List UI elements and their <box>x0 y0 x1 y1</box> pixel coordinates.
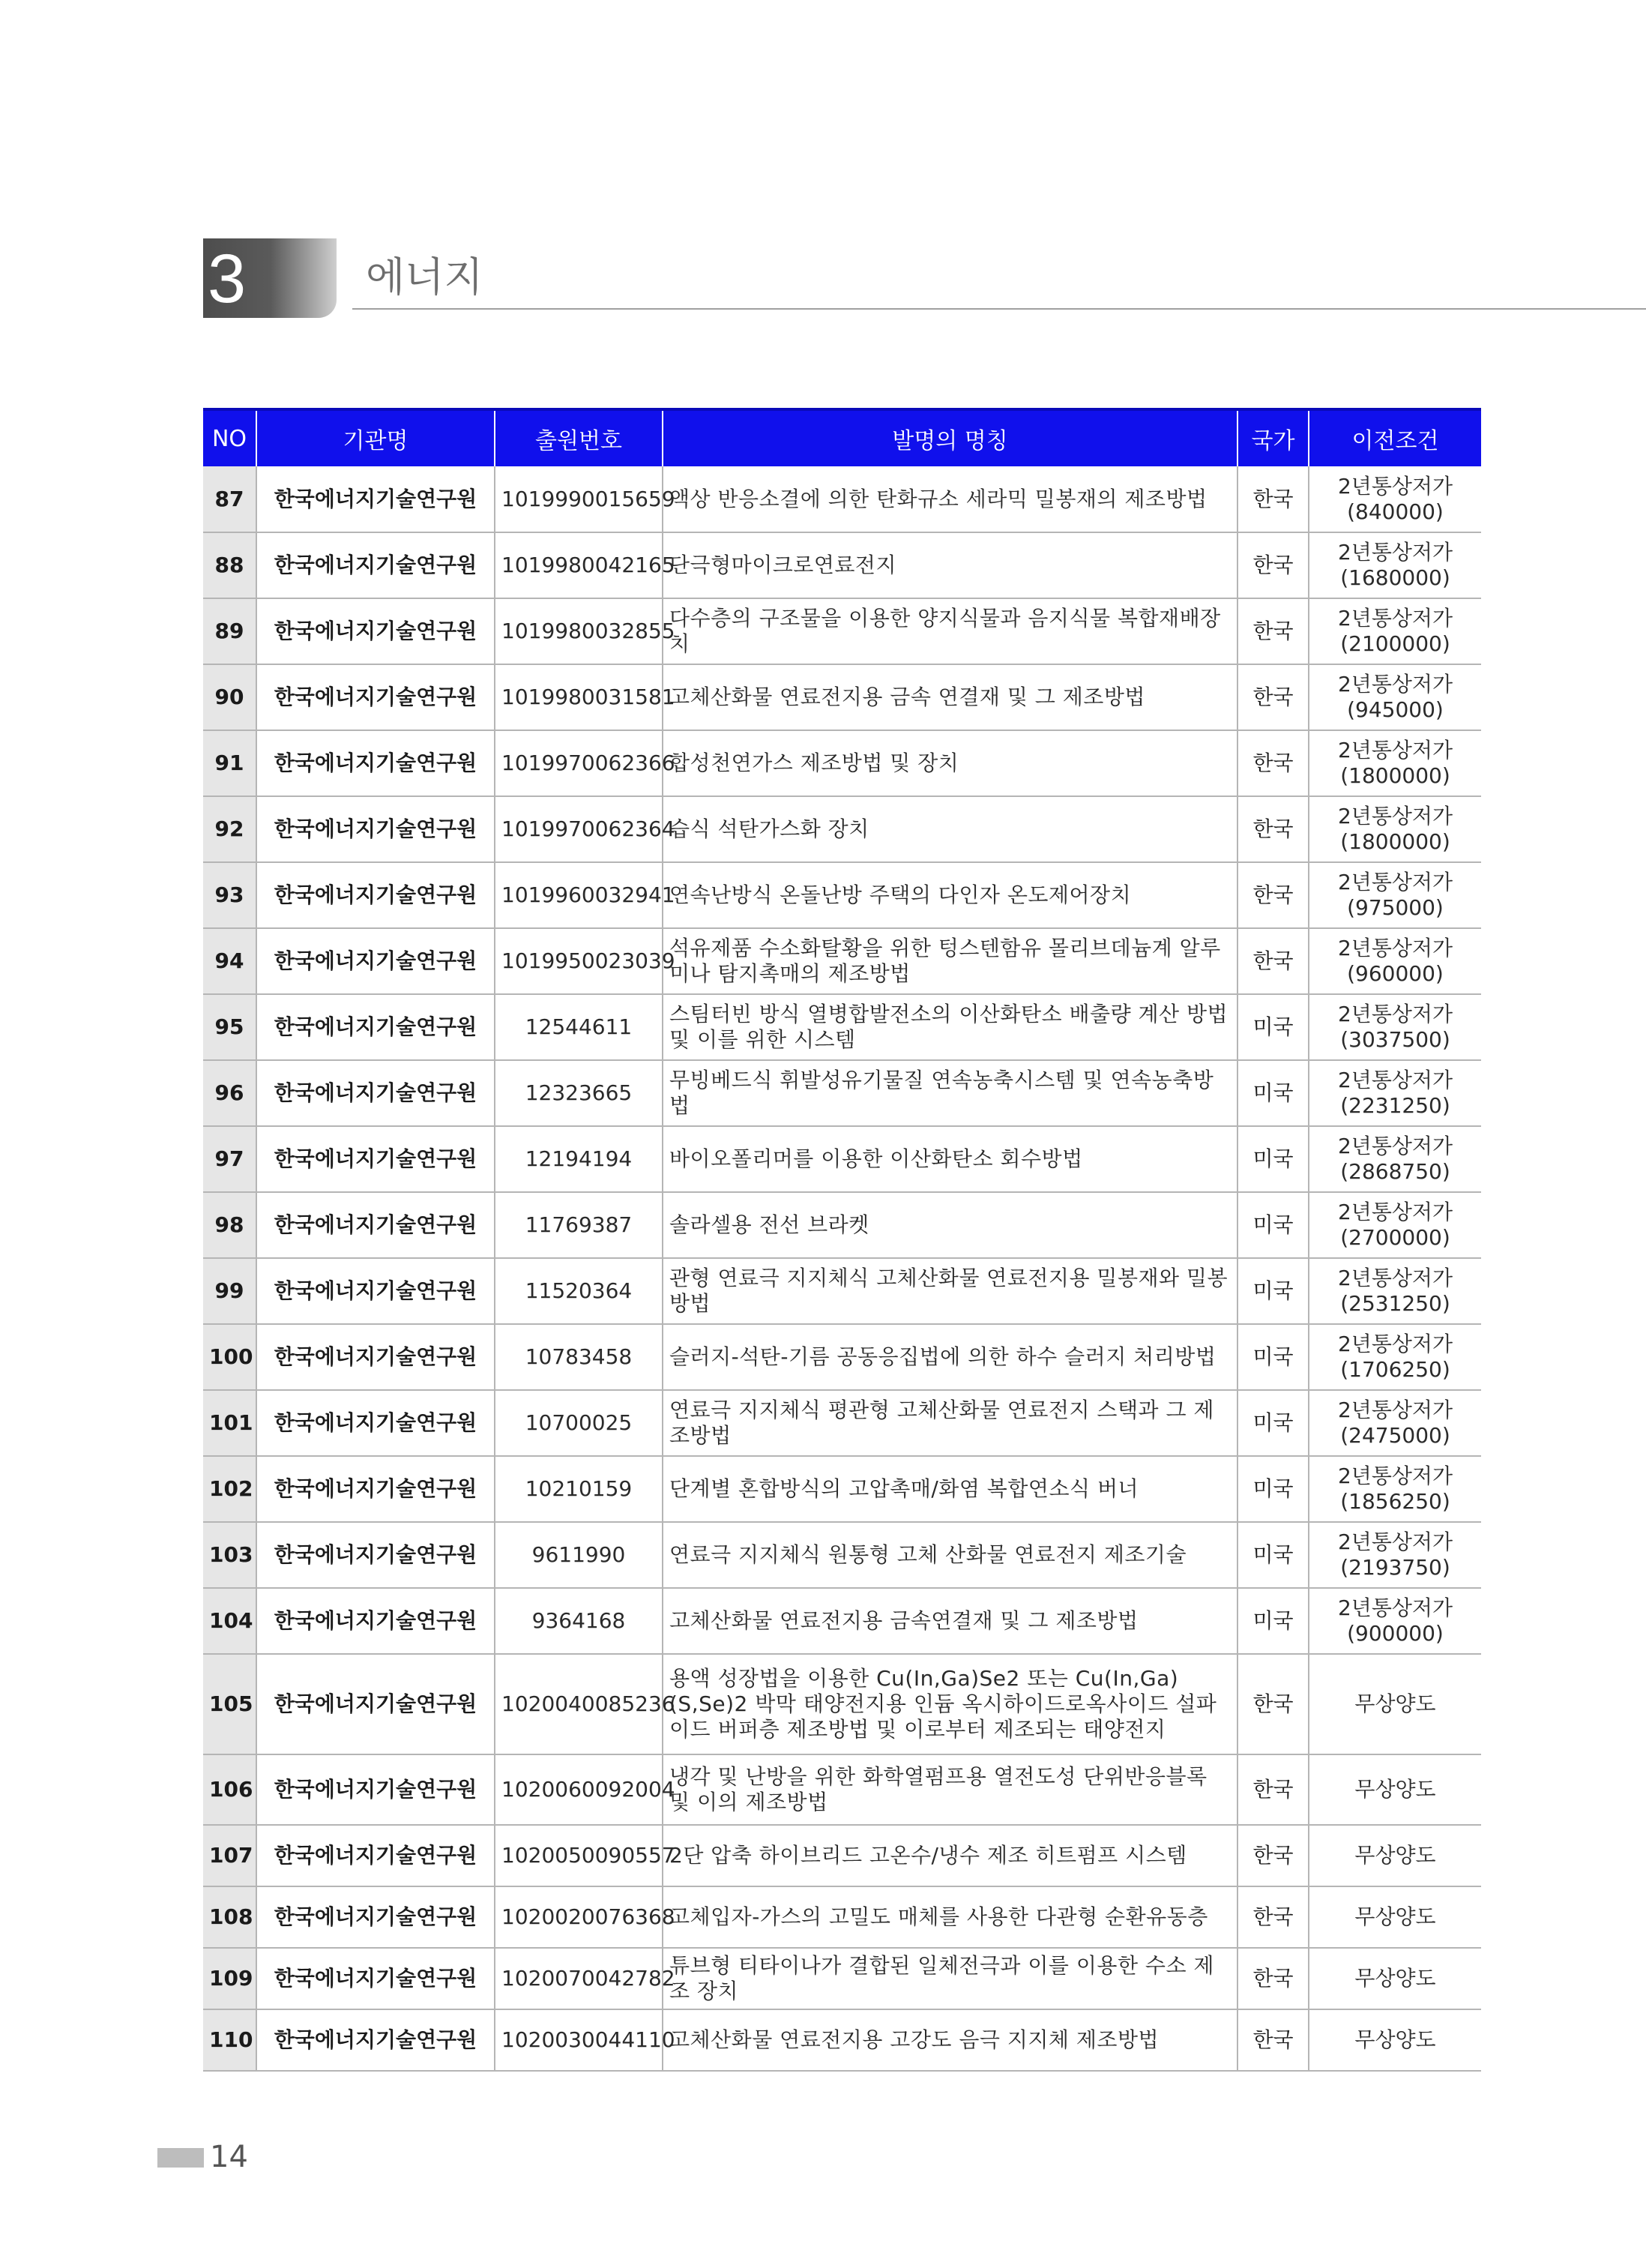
country: 미국 <box>1237 1456 1309 1522</box>
row-number: 91 <box>203 730 256 796</box>
country: 미국 <box>1237 1522 1309 1588</box>
invention-title: 단계별 혼합방식의 고압촉매/화염 복합연소식 버너 <box>663 1456 1237 1522</box>
table-row <box>203 598 1481 664</box>
application-number: 1020040085236 <box>495 1654 663 1754</box>
invention-title: 연료극 지지체식 평관형 고체산화물 연료전지 스택과 그 제조방법 <box>663 1390 1237 1456</box>
application-number: 10210159 <box>495 1456 663 1522</box>
transfer-condition: 2년통상저가 (945000) <box>1309 664 1481 730</box>
country: 한국 <box>1237 1886 1309 1948</box>
application-number: 12194194 <box>495 1126 663 1192</box>
transfer-condition: 2년통상저가 (1800000) <box>1309 730 1481 796</box>
invention-title: 연료극 지지체식 원통형 고체 산화물 연료전지 제조기술 <box>663 1522 1237 1588</box>
row-number: 93 <box>203 862 256 928</box>
organization-name: 한국에너지기술연구원 <box>256 598 495 664</box>
country: 한국 <box>1237 598 1309 664</box>
invention-title: 합성천연가스 제조방법 및 장치 <box>663 730 1237 796</box>
row-number: 108 <box>203 1886 256 1948</box>
organization-name: 한국에너지기술연구원 <box>256 1754 495 1825</box>
row-number: 98 <box>203 1192 256 1258</box>
application-number: 1020030044110 <box>495 2009 663 2071</box>
transfer-condition: 2년통상저가 (2193750) <box>1309 1522 1481 1588</box>
organization-name: 한국에너지기술연구원 <box>256 1390 495 1456</box>
application-number: 1019990015659 <box>495 466 663 532</box>
table-row <box>203 1258 1481 1324</box>
table-row <box>203 928 1481 994</box>
row-number: 99 <box>203 1258 256 1324</box>
transfer-condition: 2년통상저가 (2231250) <box>1309 1060 1481 1126</box>
row-number: 87 <box>203 466 256 532</box>
country: 미국 <box>1237 1126 1309 1192</box>
row-number: 96 <box>203 1060 256 1126</box>
table-row <box>203 1390 1481 1456</box>
table-row <box>203 1654 1481 1754</box>
row-number: 101 <box>203 1390 256 1456</box>
transfer-condition: 무상양도 <box>1309 1654 1481 1754</box>
table-row <box>203 1948 1481 2009</box>
application-number: 1020060092004 <box>495 1754 663 1825</box>
page-number-bar <box>157 2148 204 2168</box>
table-row <box>203 1886 1481 1948</box>
table-row <box>203 664 1481 730</box>
invention-title: 고체산화물 연료전지용 금속 연결재 및 그 제조방법 <box>663 664 1237 730</box>
transfer-condition: 무상양도 <box>1309 2009 1481 2071</box>
country: 한국 <box>1237 862 1309 928</box>
header-application-number: 출원번호 <box>495 409 663 466</box>
country: 한국 <box>1237 730 1309 796</box>
application-number: 1020020076368 <box>495 1886 663 1948</box>
country: 한국 <box>1237 1948 1309 2009</box>
organization-name: 한국에너지기술연구원 <box>256 1126 495 1192</box>
transfer-condition: 2년통상저가 (900000) <box>1309 1588 1481 1654</box>
application-number: 1019980032855 <box>495 598 663 664</box>
country: 한국 <box>1237 1754 1309 1825</box>
application-number: 1020070042782 <box>495 1948 663 2009</box>
table-row <box>203 1522 1481 1588</box>
application-number: 1019980042165 <box>495 532 663 598</box>
table-row <box>203 1324 1481 1390</box>
row-number: 94 <box>203 928 256 994</box>
application-number: 1020050090557 <box>495 1825 663 1886</box>
application-number: 12544611 <box>495 994 663 1060</box>
row-number: 100 <box>203 1324 256 1390</box>
organization-name: 한국에너지기술연구원 <box>256 1825 495 1886</box>
section-title: 에너지 <box>366 253 483 301</box>
transfer-condition: 무상양도 <box>1309 1948 1481 2009</box>
table-row <box>203 796 1481 862</box>
transfer-condition: 2년통상저가 (2700000) <box>1309 1192 1481 1258</box>
organization-name: 한국에너지기술연구원 <box>256 1192 495 1258</box>
invention-title: 바이오폴리머를 이용한 이산화탄소 회수방법 <box>663 1126 1237 1192</box>
transfer-condition: 무상양도 <box>1309 1886 1481 1948</box>
country: 미국 <box>1237 1324 1309 1390</box>
table-row <box>203 532 1481 598</box>
country: 한국 <box>1237 532 1309 598</box>
application-number: 1019960032941 <box>495 862 663 928</box>
transfer-condition: 2년통상저가 (1706250) <box>1309 1324 1481 1390</box>
table-row <box>203 862 1481 928</box>
country: 미국 <box>1237 994 1309 1060</box>
invention-title: 2단 압축 하이브리드 고온수/냉수 제조 히트펌프 시스템 <box>663 1825 1237 1886</box>
invention-title: 액상 반응소결에 의한 탄화규소 세라믹 밀봉재의 제조방법 <box>663 466 1237 532</box>
table-row <box>203 730 1481 796</box>
transfer-condition: 무상양도 <box>1309 1825 1481 1886</box>
invention-title: 냉각 및 난방을 위한 화학열펌프용 열전도성 단위반응블록 및 이의 제조방법 <box>663 1754 1237 1825</box>
invention-title: 고체산화물 연료전지용 고강도 음극 지지체 제조방법 <box>663 2009 1237 2071</box>
header-invention-title: 발명의 명칭 <box>663 409 1237 466</box>
organization-name: 한국에너지기술연구원 <box>256 1258 495 1324</box>
country: 한국 <box>1237 928 1309 994</box>
invention-title: 관형 연료극 지지체식 고체산화물 연료전지용 밀봉재와 밀봉 방법 <box>663 1258 1237 1324</box>
row-number: 89 <box>203 598 256 664</box>
application-number: 11769387 <box>495 1192 663 1258</box>
invention-title: 연속난방식 온돌난방 주택의 다인자 온도제어장치 <box>663 862 1237 928</box>
organization-name: 한국에너지기술연구원 <box>256 796 495 862</box>
row-number: 103 <box>203 1522 256 1588</box>
application-number: 9364168 <box>495 1588 663 1654</box>
transfer-condition: 2년통상저가 (2868750) <box>1309 1126 1481 1192</box>
country: 미국 <box>1237 1192 1309 1258</box>
country: 미국 <box>1237 1390 1309 1456</box>
header-no: NO <box>203 409 256 466</box>
country: 한국 <box>1237 796 1309 862</box>
application-number: 11520364 <box>495 1258 663 1324</box>
transfer-condition: 2년통상저가 (1680000) <box>1309 532 1481 598</box>
organization-name: 한국에너지기술연구원 <box>256 1324 495 1390</box>
table-row <box>203 1192 1481 1258</box>
table-row <box>203 466 1481 532</box>
application-number: 1019980031581 <box>495 664 663 730</box>
transfer-condition: 무상양도 <box>1309 1754 1481 1825</box>
page-number: 14 <box>210 2140 248 2174</box>
organization-name: 한국에너지기술연구원 <box>256 1060 495 1126</box>
invention-title: 석유제품 수소화탈황을 위한 텅스텐함유 몰리브데늄계 알루미나 탐지촉매의 제조방법 <box>663 928 1237 994</box>
country: 한국 <box>1237 466 1309 532</box>
transfer-condition: 2년통상저가 (1856250) <box>1309 1456 1481 1522</box>
country: 미국 <box>1237 1258 1309 1324</box>
invention-title: 튜브형 티타이나가 결합된 일체전극과 이를 이용한 수소 제조 장치 <box>663 1948 1237 2009</box>
invention-title: 솔라셀용 전선 브라켓 <box>663 1192 1237 1258</box>
row-number: 105 <box>203 1654 256 1754</box>
transfer-condition: 2년통상저가 (2531250) <box>1309 1258 1481 1324</box>
application-number: 1019950023039 <box>495 928 663 994</box>
row-number: 104 <box>203 1588 256 1654</box>
invention-title: 다수층의 구조물을 이용한 양지식물과 음지식물 복합재배장치 <box>663 598 1237 664</box>
row-number: 102 <box>203 1456 256 1522</box>
organization-name: 한국에너지기술연구원 <box>256 664 495 730</box>
table-row <box>203 1126 1481 1192</box>
invention-title: 고체산화물 연료전지용 금속연결재 및 그 제조방법 <box>663 1588 1237 1654</box>
organization-name: 한국에너지기술연구원 <box>256 2009 495 2071</box>
application-number: 10783458 <box>495 1324 663 1390</box>
invention-title: 스팀터빈 방식 열병합발전소의 이산화탄소 배출량 계산 방법 및 이를 위한 시스템 <box>663 994 1237 1060</box>
header-org: 기관명 <box>256 409 495 466</box>
organization-name: 한국에너지기술연구원 <box>256 466 495 532</box>
section-number-badge <box>203 238 337 318</box>
organization-name: 한국에너지기술연구원 <box>256 730 495 796</box>
application-number: 10700025 <box>495 1390 663 1456</box>
organization-name: 한국에너지기술연구원 <box>256 1948 495 2009</box>
row-number: 88 <box>203 532 256 598</box>
row-number: 106 <box>203 1754 256 1825</box>
country: 한국 <box>1237 1654 1309 1754</box>
application-number: 1019970062366 <box>495 730 663 796</box>
invention-title: 슬러지-석탄-기름 공동응집법에 의한 하수 슬러지 처리방법 <box>663 1324 1237 1390</box>
table-row <box>203 1060 1481 1126</box>
organization-name: 한국에너지기술연구원 <box>256 1522 495 1588</box>
country: 미국 <box>1237 1060 1309 1126</box>
row-number: 90 <box>203 664 256 730</box>
application-number: 9611990 <box>495 1522 663 1588</box>
invention-title: 단극형마이크로연료전지 <box>663 532 1237 598</box>
organization-name: 한국에너지기술연구원 <box>256 862 495 928</box>
transfer-condition: 2년통상저가 (1800000) <box>1309 796 1481 862</box>
transfer-condition: 2년통상저가 (840000) <box>1309 466 1481 532</box>
section-number: 3 <box>208 241 247 317</box>
transfer-condition: 2년통상저가 (3037500) <box>1309 994 1481 1060</box>
transfer-condition: 2년통상저가 (2100000) <box>1309 598 1481 664</box>
table-row <box>203 1456 1481 1522</box>
table-row <box>203 1825 1481 1886</box>
transfer-condition: 2년통상저가 (2475000) <box>1309 1390 1481 1456</box>
row-number: 109 <box>203 1948 256 2009</box>
row-number: 110 <box>203 2009 256 2071</box>
organization-name: 한국에너지기술연구원 <box>256 1886 495 1948</box>
invention-title: 무빙베드식 휘발성유기물질 연속농축시스템 및 연속농축방법 <box>663 1060 1237 1126</box>
header-row <box>203 409 1481 466</box>
invention-title: 습식 석탄가스화 장치 <box>663 796 1237 862</box>
organization-name: 한국에너지기술연구원 <box>256 1588 495 1654</box>
application-number: 12323665 <box>495 1060 663 1126</box>
transfer-condition: 2년통상저가 (975000) <box>1309 862 1481 928</box>
row-number: 97 <box>203 1126 256 1192</box>
application-number: 1019970062364 <box>495 796 663 862</box>
header-transfer-condition: 이전조건 <box>1309 409 1481 466</box>
table-row <box>203 1588 1481 1654</box>
row-number: 95 <box>203 994 256 1060</box>
organization-name: 한국에너지기술연구원 <box>256 1654 495 1754</box>
table-header <box>203 409 1481 466</box>
invention-title: 고체입자-가스의 고밀도 매체를 사용한 다관형 순환유동층 <box>663 1886 1237 1948</box>
country: 한국 <box>1237 664 1309 730</box>
patent-table <box>203 408 1481 2072</box>
table-row <box>203 994 1481 1060</box>
organization-name: 한국에너지기술연구원 <box>256 928 495 994</box>
table-row <box>203 2009 1481 2071</box>
table-row <box>203 1754 1481 1825</box>
invention-title: 용액 성장법을 이용한 Cu(In,Ga)Se2 또는 Cu(In,Ga)(S,Se)2 박막 태양전지용 인듐 옥시하이드로옥사이드 설파이드 버퍼층 제조방법 및 이로부터 제조되는 태양전지 <box>663 1654 1237 1754</box>
organization-name: 한국에너지기술연구원 <box>256 532 495 598</box>
table-body <box>203 466 1481 2071</box>
header-country: 국가 <box>1237 409 1309 466</box>
country: 한국 <box>1237 2009 1309 2071</box>
organization-name: 한국에너지기술연구원 <box>256 1456 495 1522</box>
country: 미국 <box>1237 1588 1309 1654</box>
country: 한국 <box>1237 1825 1309 1886</box>
section-divider <box>352 308 1646 310</box>
transfer-condition: 2년통상저가 (960000) <box>1309 928 1481 994</box>
row-number: 92 <box>203 796 256 862</box>
organization-name: 한국에너지기술연구원 <box>256 994 495 1060</box>
row-number: 107 <box>203 1825 256 1886</box>
